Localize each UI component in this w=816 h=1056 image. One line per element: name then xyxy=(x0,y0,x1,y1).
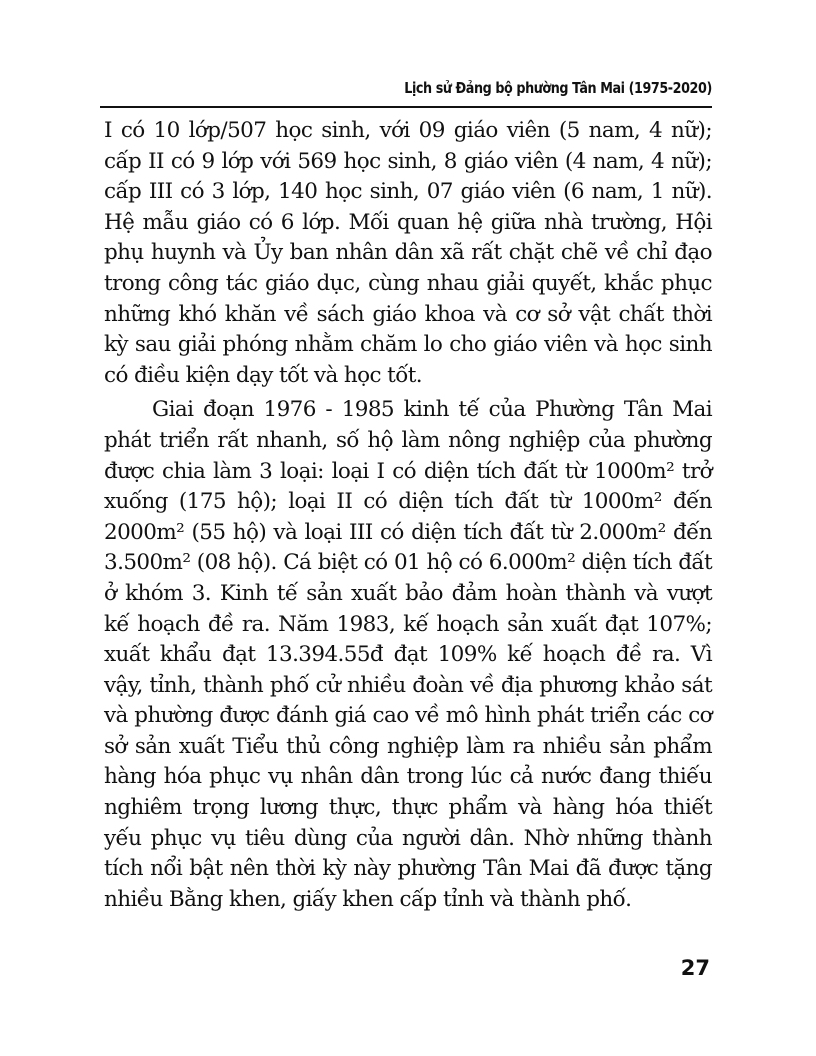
running-header xyxy=(100,76,712,108)
paragraph-continuation: I có 10 lớp/507 học sinh, với 09 giáo viên (5 nam, 4 nữ); cấp II có 9 lớp với 569 học sinh, 8 giáo viên (4 nam, 4 nữ); cấp III có 3 lớp, 140 học sinh, 07 giáo viên (6 nam, 1 nữ). Hệ mẫu giáo có 6 lớp. Mối quan hệ giữa nhà trường, Hội phụ huynh và Ủy ban nhân dân xã rất chặt chẽ về chỉ đạo trong công tác giáo dục, cùng nhau giải quyết, khắc phục những khó khăn về sách giáo khoa và cơ sở vật chất thời kỳ sau giải phóng nhằm chăm lo cho giáo viên và học sinh có điều kiện dạy tốt và học tốt. xyxy=(104,118,712,388)
paragraph-economy: Giai đoạn 1976 - 1985 kinh tế của Phường Tân Mai phát triển rất nhanh, số hộ làm nông nghiệp của phường được chia làm 3 loại: loại I có diện tích đất từ 1000m² trở xuống (175 hộ); loại II có diện tích đất từ 1000m² đến 2000m² (55 hộ) và loại III có diện tích đất từ 2.000m² đến 3.500m² (08 hộ). Cá biệt có 01 hộ có 6.000m² diện tích đất ở khóm 3. Kinh tế sản xuất bảo đảm hoàn thành và vượt kế hoạch đề ra. Năm 1983, kế hoạch sản xuất đạt 107%; xuất khẩu đạt 13.394.55đ đạt 109% kế hoạch đề ra. Vì vậy, tỉnh, thành phố cử nhiều đoàn về địa phương khảo sát và phường được đánh giá cao về mô hình phát triển các cơ sở sản xuất Tiểu thủ công nghiệp làm ra nhiều sản phẩm hàng hóa phục vụ nhân dân trong lúc cả nước đang thiếu nghiêm trọng lương thực, thực phẩm và hàng hóa thiết yếu phục vụ tiêu dùng của người dân. Nhờ những thành tích nổi bật nên thời kỳ này phường Tân Mai đã được tặng nhiều Bằng khen, giấy khen cấp tỉnh và thành phố. xyxy=(104,397,712,912)
page-number: 27 xyxy=(680,956,710,980)
page-body xyxy=(104,116,712,919)
running-title: Lịch sử Đảng bộ phường Tân Mai (1975-2020) xyxy=(404,79,712,97)
